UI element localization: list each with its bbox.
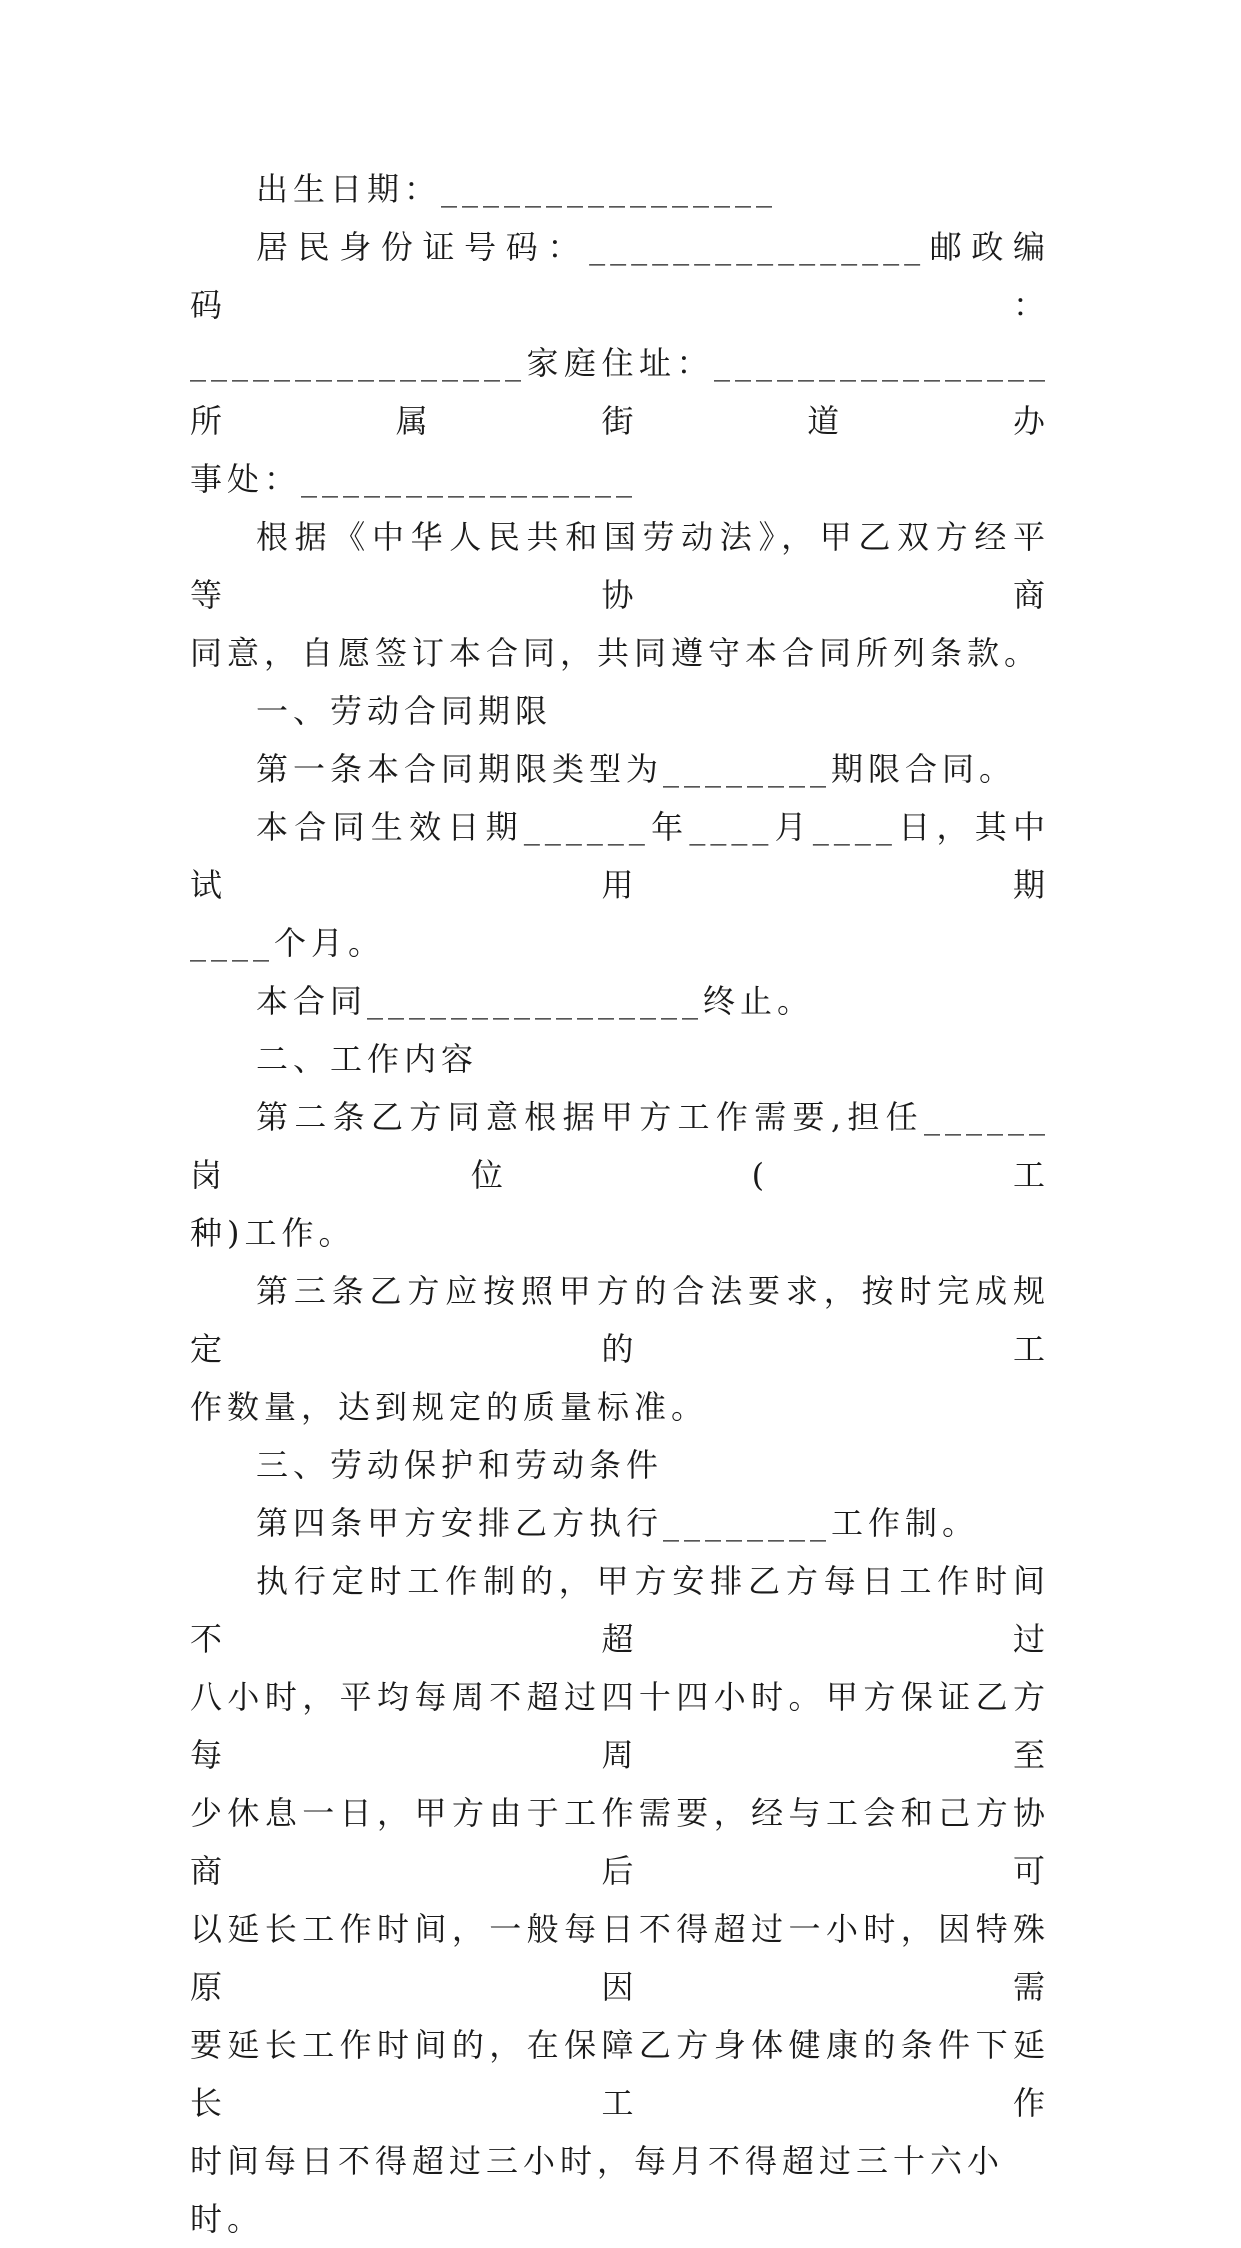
article-2-line-2 [190,1204,1050,1262]
document-body [190,160,1050,2248]
working-hours-text-3: 少休息一日，甲方由于工作需要，经与工会和己方协商后可 [190,1794,1050,1890]
article-3-text-2: 作数量，达到规定的质量标准。 [190,1388,709,1426]
working-hours-text-2: 八小时，平均每周不超过四十四小时。甲方保证乙方每周至 [190,1678,1050,1774]
subdistrict-line [190,450,1050,508]
article-3-text-1: 第三条乙方应按照甲方的合法要求，按时完成规定的工 [190,1272,1050,1368]
birth-date-line [190,160,1050,218]
effective-date-text-2: ____个月。 [190,924,386,962]
termination-text: 本合同________________终止。 [256,982,815,1020]
working-hours-line-3 [190,1784,1050,1900]
article-2-line-1 [190,1088,1050,1204]
working-hours-line-5 [190,2016,1050,2132]
subdistrict-text: 事处：________________ [190,460,638,498]
id-number-line [190,218,1050,334]
preamble-text-2: 同意，自愿签订本合同，共同遵守本合同所列条款。 [190,634,1042,672]
address-text: ________________家庭住址：________________所属街道办 [190,344,1050,440]
effective-date-text-1: 本合同生效日期______年____月____日，其中试用期 [190,808,1050,904]
working-hours-line-6 [190,2132,1050,2248]
working-hours-line-4 [190,1900,1050,2016]
section-heading-3 [190,1436,1050,1494]
effective-date-line-2 [190,914,1050,972]
article-1-text: 第一条本合同期限类型为________期限合同。 [256,750,1017,788]
working-hours-text-5: 要延长工作时间的，在保障乙方身体健康的条件下延长工作 [190,2026,1050,2122]
preamble-line-2 [190,624,1050,682]
working-hours-text-4: 以延长工作时间，一般每日不得超过一小时，因特殊原因需 [190,1910,1050,2006]
section-heading-2 [190,1030,1050,1088]
working-hours-line-2 [190,1668,1050,1784]
article-3-line-2 [190,1378,1050,1436]
effective-date-line-1 [190,798,1050,914]
article-2-text-1: 第二条乙方同意根据甲方工作需要,担任______岗位(工 [190,1098,1050,1194]
section-heading-3-text: 三、劳动保护和劳动条件 [256,1446,664,1484]
termination-line [190,972,1050,1030]
working-hours-text-1: 执行定时工作制的，甲方安排乙方每日工作时间不超过 [190,1562,1050,1658]
section-heading-2-text: 二、工作内容 [256,1040,479,1078]
preamble-line-1 [190,508,1050,624]
section-heading-1-text: 一、劳动合同期限 [256,692,553,730]
address-line [190,334,1050,450]
working-hours-text-6: 时间每日不得超过三小时，每月不得超过三十六小时。 [190,2142,1005,2238]
section-heading-1 [190,682,1050,740]
article-4-line [190,1494,1050,1552]
birth-date-text: 出生日期：________________ [256,170,778,208]
article-3-line-1 [190,1262,1050,1378]
working-hours-line-1 [190,1552,1050,1668]
preamble-text-1: 根据《中华人民共和国劳动法》，甲乙双方经平等协商 [190,518,1050,614]
article-1-line [190,740,1050,798]
article-2-text-2: 种)工作。 [190,1214,356,1252]
id-number-text: 居民身份证号码：________________邮政编码： [190,228,1050,324]
article-4-text: 第四条甲方安排乙方执行________工作制。 [256,1504,980,1542]
